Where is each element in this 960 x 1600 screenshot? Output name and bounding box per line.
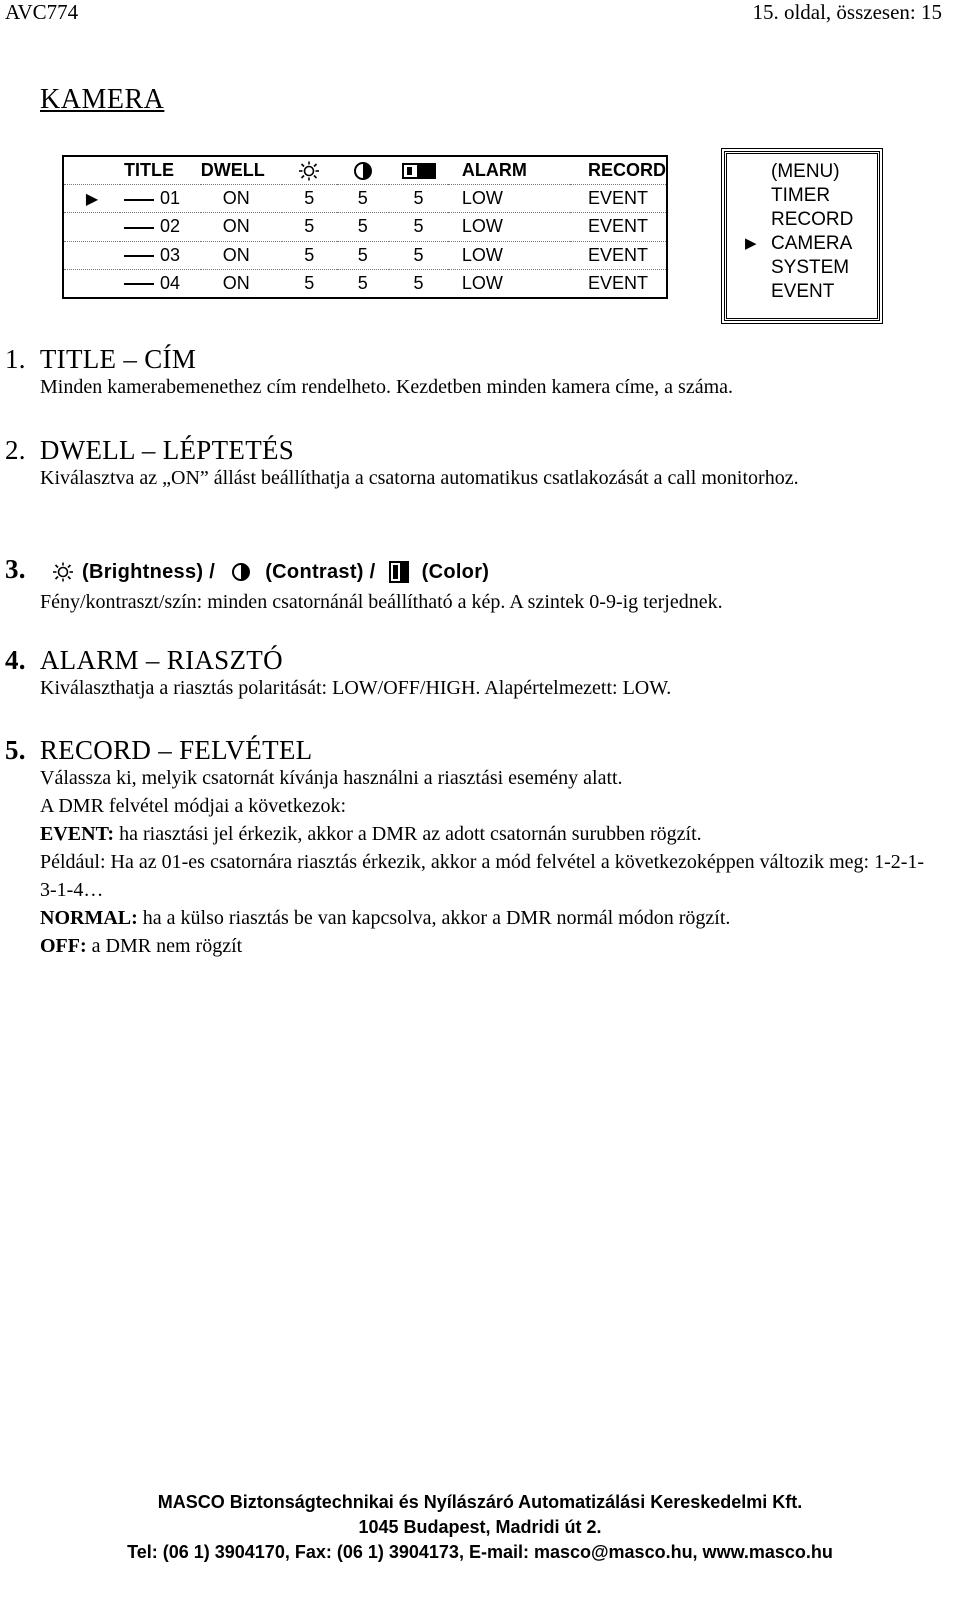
brightness-label: (Brightness) / [81,561,216,583]
section-alarm [5,646,925,702]
selection-arrow-icon: ▶ [745,235,757,252]
title-dash [124,283,154,285]
section-heading: 5. RECORD – FELVÉTEL [5,735,313,765]
menu-item-camera: ▶ CAMERA [745,233,853,254]
header-alarm: ALARM [461,160,527,181]
color-label: (Color) [421,561,490,583]
menu-item-event: EVENT [771,281,835,302]
contrast-icon [352,161,374,181]
menu-item-timer: TIMER [771,185,831,206]
section-body: Minden kamerabemenethez cím rendelheto. Kezdetben minden kamera címe, a száma. [40,376,734,398]
footer-address: 1045 Budapest, Madridi út 2. [358,1517,602,1537]
menu-item-record: RECORD [771,209,854,230]
color-icon [402,162,436,180]
section-image-settings [5,555,925,616]
footer-company: MASCO Biztonságtechnikai és Nyílászáró Automatizálási Kereskedelmi Kft. [157,1492,803,1512]
section-heading: 4. ALARM – RIASZTÓ [5,645,283,675]
section-body: Fény/kontraszt/szín: minden csatornánál beállítható a kép. A szintek 0-9-ig terjednek. [40,591,723,613]
table-row: 02 ON 5 5 5 LOW EVENT [64,213,666,241]
contrast-icon [230,561,252,583]
menu-box [724,151,880,321]
menu-item-system: SYSTEM [771,257,850,278]
header-title: TITLE [123,160,174,181]
contrast-label: (Contrast) / [265,561,376,583]
brightness-icon [297,161,321,181]
title-dash [124,255,154,257]
section-body: Kiválasztva az „ON” állást beállíthatja a csatorna automatikus csatlakozását a call monitorhoz. [40,467,799,489]
section-heading: 1. TITLE – CÍM [5,344,197,374]
brightness-icon [51,561,75,583]
section-dwell [5,436,925,492]
color-icon [389,561,409,583]
footer [0,1490,960,1565]
section-body: Válassza ki, melyik csatornát kívánja használni a riasztási esemény alatt. A DMR felvétel módjai a következok: EVENT: ha riasztási jel érkezik, akkor a DMR az adott csatornán surubben rögzít. Például: Ha az 01-es csatornára riasztás érkezik, akkor a mód felvétel a következoképpen változik meg: 1-2-1-3-1-4… NORMAL: ha a külso riasztás be van kapcsolva, akkor a DMR normál módon rögzít. OFF: a DMR nem rögzít [40,767,925,957]
page-info: 15. oldal, összesen: 15 [752,0,942,24]
title-dash [124,227,154,229]
section-title [5,345,925,401]
selection-arrow-icon: ▶ [85,190,99,208]
table-row: ▶ 01 ON 5 5 5 LOW EVENT [64,185,666,213]
section-body: Kiválaszthatja a riasztás polaritását: LOW/OFF/HIGH. Alapértelmezett: LOW. [40,677,672,699]
table-row: 04 ON 5 5 5 LOW EVENT [64,269,666,297]
section-heading: 3. (Brightness) / (Contrast) / (Color) [5,554,490,584]
footer-contact: Tel: (06 1) 3904170, Fax: (06 1) 3904173, E-mail: masco@masco.hu, www.masco.hu [127,1542,833,1562]
section-record [5,736,925,960]
camera-settings-table [62,155,668,299]
page-title: KAMERA [40,84,165,115]
header-dwell: DWELL [200,160,265,181]
menu-item-menu: (MENU) [771,161,840,182]
doc-code: AVC774 [5,0,79,24]
table-header-row [64,157,666,185]
table-row: 03 ON 5 5 5 LOW EVENT [64,241,666,269]
section-heading: 2. DWELL – LÉPTETÉS [5,435,295,465]
header-record: RECORD [587,160,666,181]
title-dash [124,199,154,201]
